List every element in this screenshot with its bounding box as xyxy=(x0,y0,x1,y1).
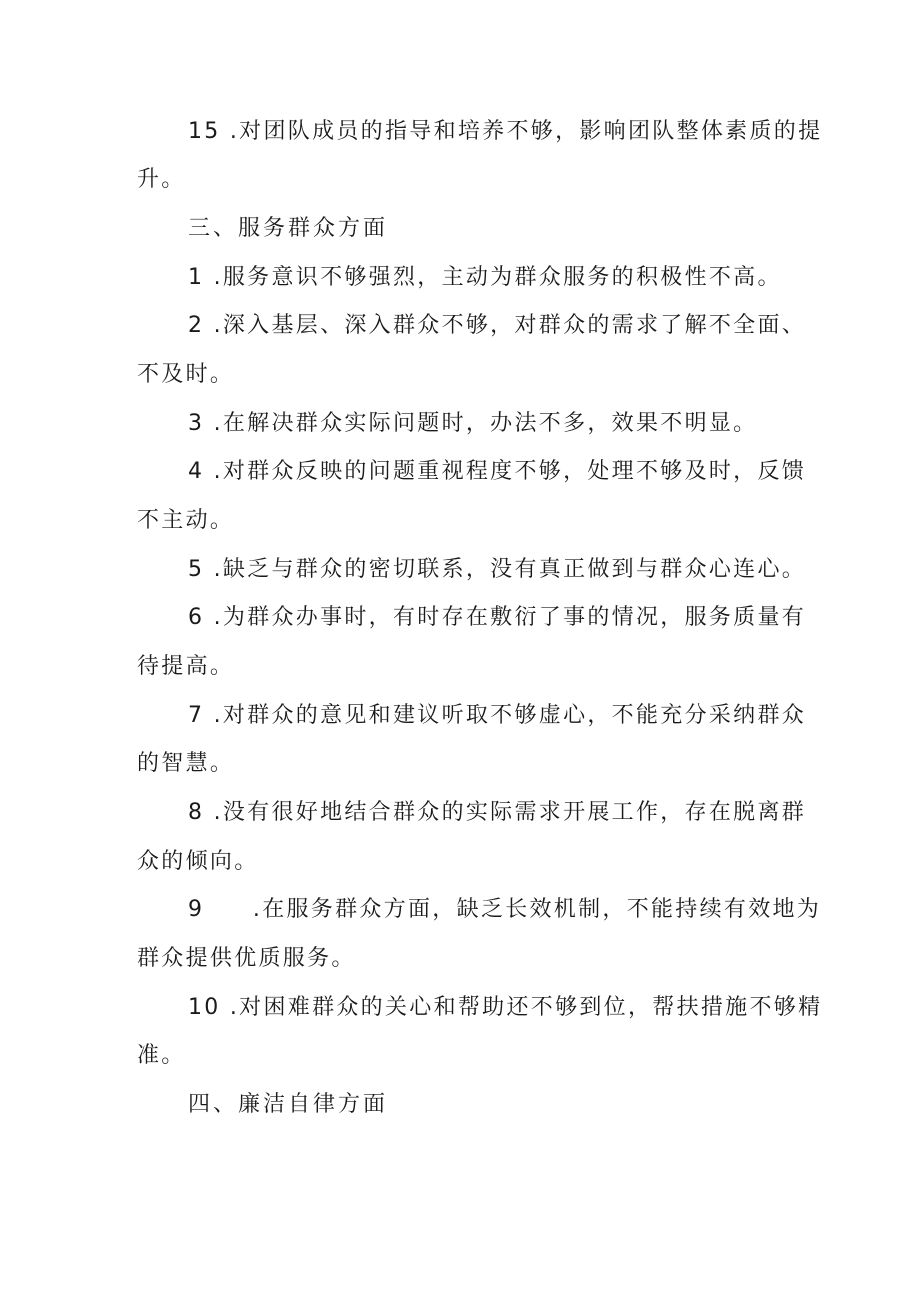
paragraph-line: 众的倾向。 xyxy=(137,849,259,874)
paragraph-line: 不及时。 xyxy=(137,362,235,387)
paragraph-line: 准。 xyxy=(137,1043,186,1068)
paragraph-line: 4 .对群众反映的问题重视程度不够，处理不够及时，反馈 xyxy=(188,459,807,484)
paragraph-line: 不主动。 xyxy=(137,508,235,533)
paragraph-line: 15 .对团队成员的指导和培养不够，影响团队整体素质的提 xyxy=(188,119,823,144)
paragraph-line: 2 .深入基层、深入群众不够，对群众的需求了解不全面、 xyxy=(188,313,807,338)
paragraph-line: 3 .在解决群众实际问题时，办法不多，效果不明显。 xyxy=(188,411,758,436)
paragraph-line: 10 .对困难群众的关心和帮助还不够到位，帮扶措施不够精 xyxy=(188,995,823,1020)
paragraph-line: 8 .没有很好地结合群众的实际需求开展工作，存在脱离群 xyxy=(188,800,807,825)
section-heading: 三、服务群众方面 xyxy=(188,216,389,241)
paragraph-line: 1 .服务意识不够强烈，主动为群众服务的积极性不高。 xyxy=(188,265,782,290)
paragraph-line: 群众提供优质服务。 xyxy=(137,946,356,971)
paragraph-line: 待提高。 xyxy=(137,654,235,679)
paragraph-line: 的智慧。 xyxy=(137,751,235,776)
paragraph-line: 5 .缺乏与群众的密切联系，没有真正做到与群众心连心。 xyxy=(188,557,807,582)
paragraph-line: 6 .为群众办事时，有时存在敷衍了事的情况，服务质量有 xyxy=(188,605,807,630)
paragraph-line: 9 .在服务群众方面，缺乏长效机制，不能持续有效地为 xyxy=(188,897,822,922)
paragraph-line: 7 .对群众的意见和建议听取不够虚心，不能充分采纳群众 xyxy=(188,703,807,728)
section-heading: 四、廉洁自律方面 xyxy=(188,1092,389,1117)
paragraph-line: 升。 xyxy=(137,167,186,192)
